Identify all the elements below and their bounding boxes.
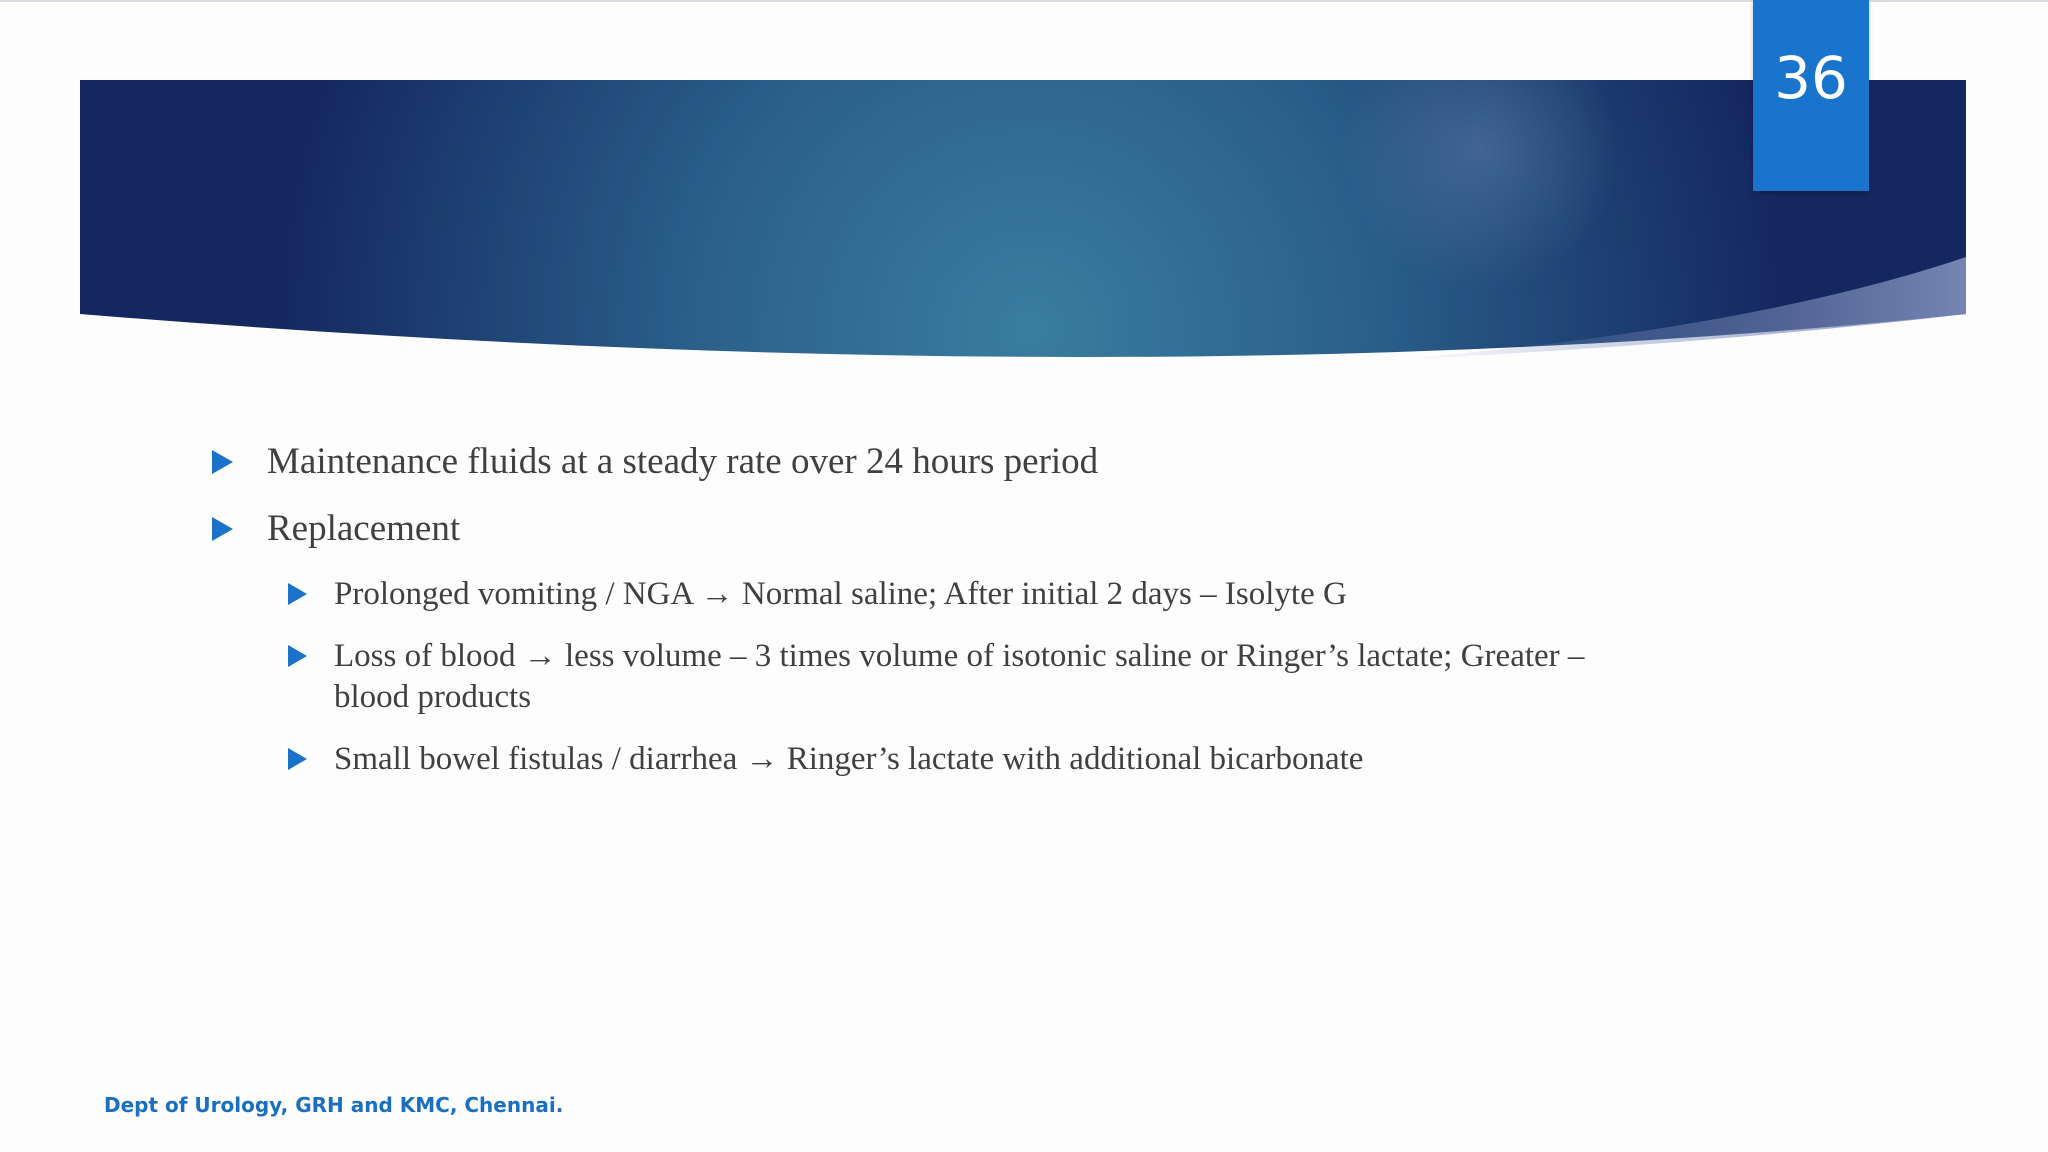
bullet-arrow-icon (212, 517, 233, 541)
bullet-arrow-icon (288, 645, 307, 667)
bullet-text: Replacement (267, 508, 461, 549)
bullet-list (205, 440, 1705, 801)
slide-number-badge (1753, 0, 1869, 191)
footer-text: Dept of Urology, GRH and KMC, Chennai. (104, 1093, 564, 1117)
header-banner (0, 0, 2048, 400)
bullet-item (205, 507, 1705, 551)
bullet-item (205, 440, 1705, 484)
sub-bullet-text: Small bowel fistulas / diarrhea → Ringer’s lactate with additional bicarbonate (334, 741, 1364, 777)
sub-bullet-text: Loss of blood → less volume – 3 times volume of isotonic saline or Ringer’s lactate; Greater – blood products (334, 638, 1585, 715)
sub-bullet-item (286, 636, 1664, 718)
slide-number: 36 (1774, 44, 1848, 112)
sub-bullet-item (286, 574, 1664, 615)
bullet-arrow-icon (288, 583, 307, 605)
bullet-arrow-icon (288, 748, 307, 770)
bullet-arrow-icon (212, 450, 233, 474)
bullet-text: Maintenance fluids at a steady rate over 24 hours period (267, 441, 1099, 482)
sub-bullet-text: Prolonged vomiting / NGA → Normal saline; After initial 2 days – Isolyte G (334, 576, 1347, 612)
sub-bullet-item (286, 739, 1664, 780)
